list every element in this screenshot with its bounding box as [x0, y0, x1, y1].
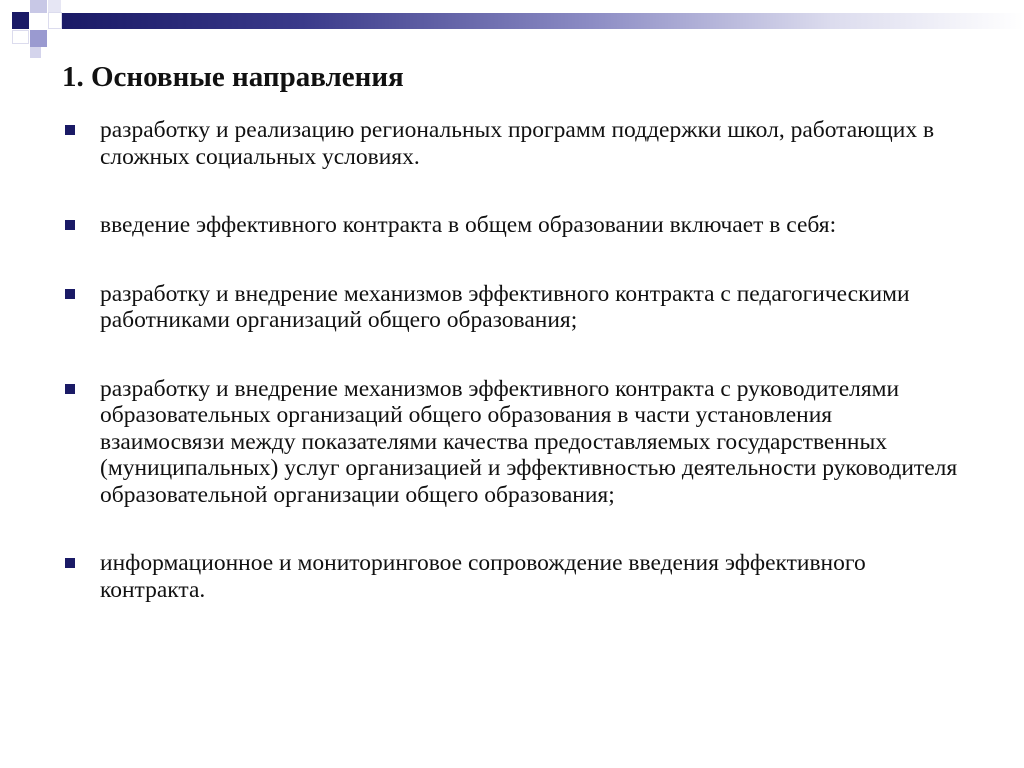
square-bullet-icon — [65, 384, 75, 394]
bullet-item — [62, 376, 962, 509]
square-bullet-icon — [65, 558, 75, 568]
decor-square — [30, 0, 47, 13]
decor-square — [30, 30, 47, 47]
bullet-item — [62, 550, 962, 603]
bullet-item — [62, 117, 962, 170]
square-bullet-icon — [65, 220, 75, 230]
bullet-list — [62, 117, 962, 603]
decor-square — [12, 30, 29, 44]
bullet-item — [62, 281, 962, 334]
decor-square — [12, 12, 29, 29]
bullet-text: введение эффективного контракта в общем образовании включает в себя: — [100, 212, 837, 238]
bullet-text: информационное и мониторинговое сопровождение введения эффективного контракта. — [100, 550, 866, 603]
decor-square — [48, 12, 62, 29]
bullet-item — [62, 212, 962, 239]
square-bullet-icon — [65, 125, 75, 135]
header-decoration — [0, 0, 1024, 60]
bullet-text: разработку и внедрение механизмов эффективного контракта с руководителями образовательных организаций общего образования в части установления взаимосвязи между показателями качества предоставляемых государственных (муниципальных) услуг организацией и эффективностью деятельности руководителя образовательной организации общего образования; — [100, 375, 958, 508]
bullet-text: разработку и реализацию региональных программ поддержки школ, работающих в сложных социальных условиях. — [100, 117, 935, 170]
decor-square — [30, 47, 41, 58]
square-bullet-icon — [65, 289, 75, 299]
slide-title: 1. Основные направления — [62, 61, 404, 93]
bullet-text: разработку и внедрение механизмов эффективного контракта с педагогическими работниками организаций общего образования; — [100, 280, 910, 333]
header-gradient-bar — [62, 13, 1024, 29]
